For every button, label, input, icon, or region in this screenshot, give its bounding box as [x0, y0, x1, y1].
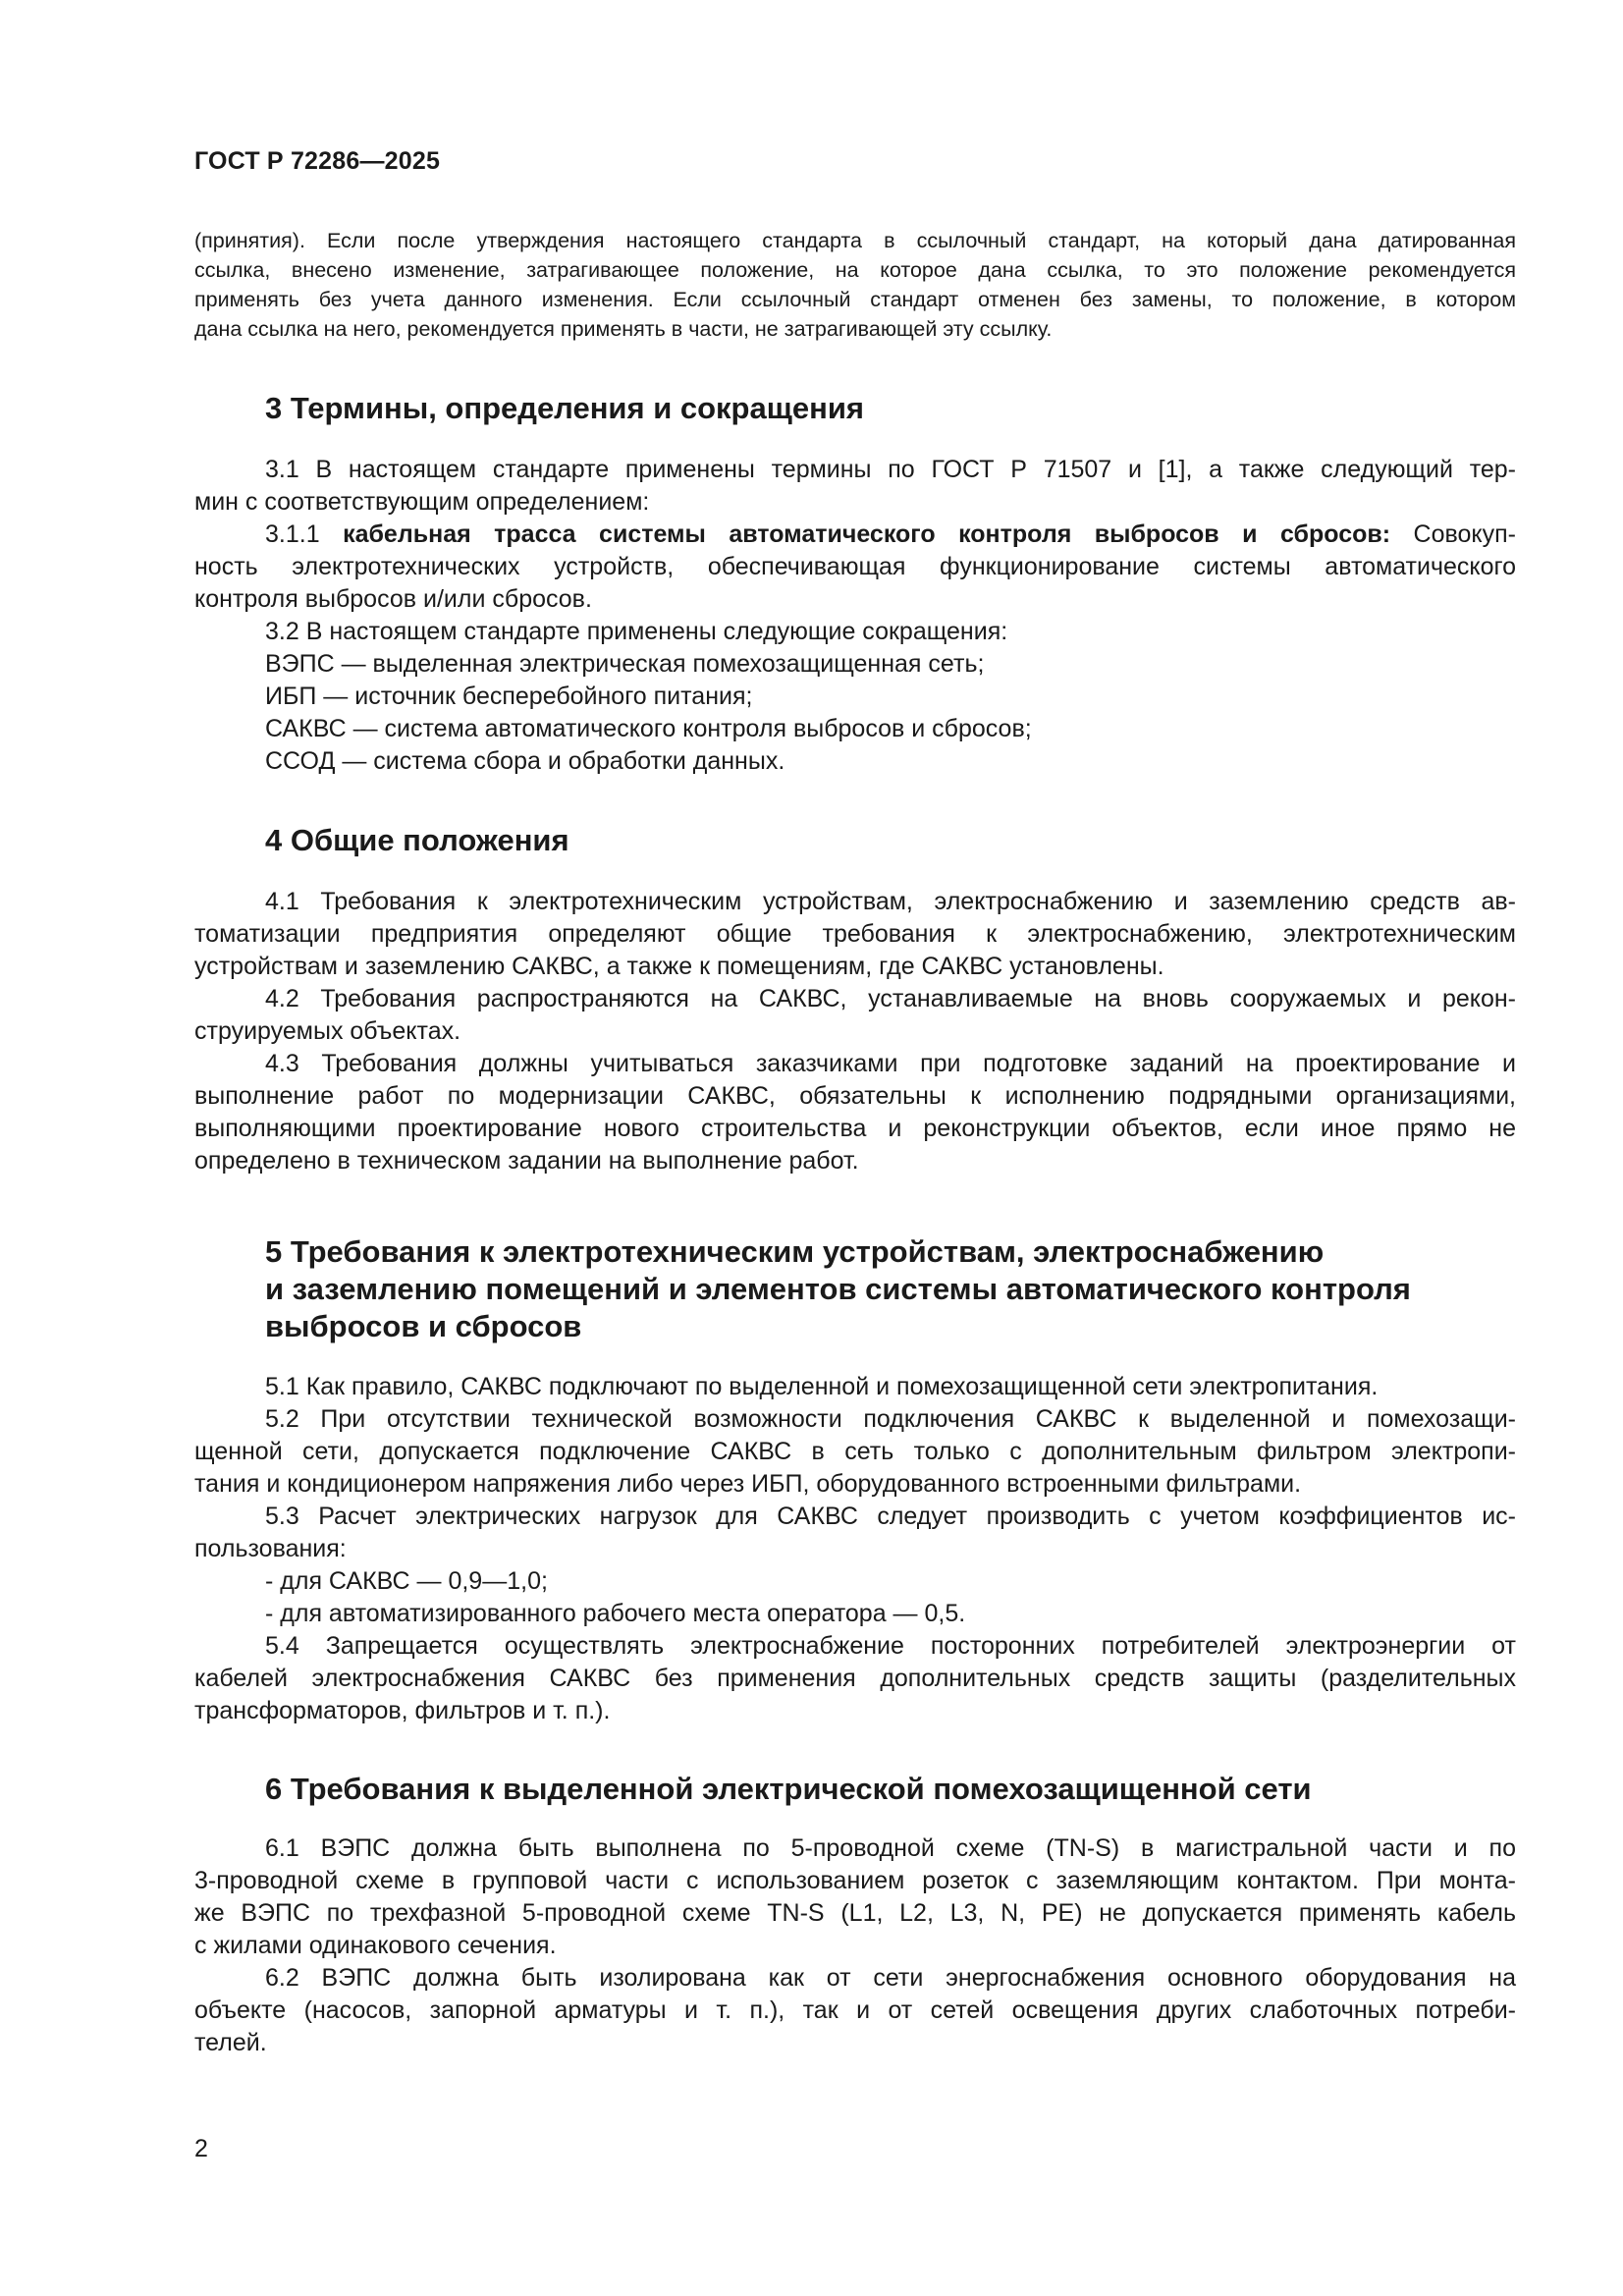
- paragraph-line: мин с соответствующим определением:: [194, 488, 650, 516]
- section-4-title: 4 Общие положения: [265, 823, 569, 857]
- paragraph-line: определено в техническом задании на выполнение работ.: [194, 1147, 859, 1175]
- paragraph-5-2: [194, 1403, 1516, 1501]
- document-page: [194, 0, 1516, 2296]
- paragraph-line: выполнение работ по модернизации САКВС, обязательны к исполнению подрядными организациями,: [194, 1082, 1516, 1110]
- paragraph-line: выполняющими проектирование нового строительства и реконструкции объектов, если иное прямо не: [194, 1115, 1516, 1142]
- section-5-title: [265, 1233, 1411, 1345]
- paragraph-5-1: 5.1 Как правило, САКВС подключают по выделенной и помехозащищенной сети электропитания.: [265, 1373, 1379, 1400]
- paragraph-line: же ВЭПС по трехфазной 5-проводной схеме TN-S (L1, L2, L3, N, PE) не допускается применять кабель: [194, 1899, 1516, 1927]
- abbreviation-item: ССОД — система сбора и обработки данных.: [265, 747, 785, 775]
- intro-line: применять без учета данного изменения. Если ссылочный стандарт отменен без замены, то положение, в котором: [194, 288, 1516, 311]
- paragraph-3-1-1: [194, 519, 1516, 616]
- intro-line: ссылка, внесено изменение, затрагивающее положение, на которое дана ссылка, то это положение рекомендуется: [194, 258, 1516, 282]
- paragraph-line: томатизации предприятия определяют общие требования к электроснабжению, электротехническим: [194, 920, 1516, 948]
- intro-line: дана ссылка на него, рекомендуется применять в части, не затрагивающей эту ссылку.: [194, 317, 1053, 341]
- document-header: ГОСТ Р 72286—2025: [194, 147, 441, 175]
- section-3-title: 3 Термины, определения и сокращения: [265, 391, 864, 425]
- intro-line: (принятия). Если после утверждения настоящего стандарта в ссылочный стандарт, на который дана датированная: [194, 229, 1516, 252]
- paragraph-6-2: [194, 1962, 1516, 2059]
- term-name: кабельная трасса системы автоматического контроля выбросов и сбросов:: [343, 520, 1391, 548]
- paragraph-line: с жилами одинакового сечения.: [194, 1932, 557, 1959]
- paragraph-line: контроля выбросов и/или сбросов.: [194, 585, 592, 613]
- coefficient-list-item: - для САКВС — 0,9—1,0;: [265, 1567, 548, 1595]
- paragraph-6-1: [194, 1832, 1516, 1962]
- term-definition-start: Совокуп-: [1390, 520, 1517, 548]
- paragraph-5-3: [194, 1501, 1516, 1565]
- abbreviation-item: ИБП — источник бесперебойного питания;: [265, 683, 753, 710]
- paragraph-line: 3-проводной схеме в групповой части с использованием розеток с заземляющим контактом. При монта-: [194, 1867, 1516, 1894]
- paragraph-line: объекте (насосов, запорной арматуры и т. п.), так и от сетей освещения других слаботочных потреби-: [194, 1996, 1516, 2024]
- paragraph-line: щенной сети, допускается подключение САКВС в сеть только с дополнительным фильтром электропи-: [194, 1438, 1516, 1465]
- paragraph-line: 4.3 Требования должны учитываться заказчиками при подготовке заданий на проектирование и: [265, 1050, 1516, 1077]
- paragraph-5-4: [194, 1630, 1516, 1727]
- paragraph-line: пользования:: [194, 1535, 347, 1562]
- section-title-line: и заземлению помещений и элементов системы автоматического контроля: [265, 1272, 1411, 1306]
- section-6-title: 6 Требования к выделенной электрической помехозащищенной сети: [265, 1772, 1312, 1806]
- paragraph-3-2: 3.2 В настоящем стандарте применены следующие сокращения:: [265, 618, 1008, 645]
- paragraph-line: 5.2 При отсутствии технической возможности подключения САКВС к выделенной и помехозащи-: [265, 1405, 1516, 1433]
- paragraph-line: [194, 519, 1516, 551]
- paragraph-line: 3.1 В настоящем стандарте применены термины по ГОСТ Р 71507 и [1], а также следующий тер-: [265, 456, 1516, 483]
- paragraph-line: 4.1 Требования к электротехническим устройствам, электроснабжению и заземлению средств ав-: [265, 888, 1516, 915]
- paragraph-line: 5.4 Запрещается осуществлять электроснабжение посторонних потребителей электроэнергии от: [265, 1632, 1516, 1660]
- abbreviation-item: САКВС — система автоматического контроля выбросов и сбросов;: [265, 715, 1032, 742]
- paragraph-4-3: [194, 1048, 1516, 1177]
- intro-paragraph: [194, 226, 1516, 344]
- paragraph-line: кабелей электроснабжения САКВС без применения дополнительных средств защиты (разделительных: [194, 1665, 1516, 1692]
- paragraph-line: телей.: [194, 2029, 267, 2056]
- paragraph-line: 6.2 ВЭПС должна быть изолирована как от сети энергоснабжения основного оборудования на: [265, 1964, 1516, 1992]
- coefficient-list-item: - для автоматизированного рабочего места оператора — 0,5.: [265, 1600, 966, 1627]
- paragraph-line: устройствам и заземлению САКВС, а также к помещениям, где САКВС установлены.: [194, 953, 1164, 980]
- paragraph-line: струируемых объектах.: [194, 1017, 461, 1045]
- paragraph-line: 6.1 ВЭПС должна быть выполнена по 5-проводной схеме (TN-S) в магистральной части и по: [265, 1834, 1516, 1862]
- page-number: 2: [194, 2135, 208, 2162]
- section-title-line: выбросов и сбросов: [265, 1309, 582, 1343]
- paragraph-line: тания и кондиционером напряжения либо через ИБП, оборудованного встроенными фильтрами.: [194, 1470, 1302, 1498]
- paragraph-number: 3.1.1: [265, 520, 344, 548]
- paragraph-line: ность электротехнических устройств, обеспечивающая функционирование системы автоматического: [194, 553, 1516, 580]
- paragraph-3-1: [194, 454, 1516, 519]
- paragraph-4-1: [194, 886, 1516, 983]
- section-title-line: 5 Требования к электротехническим устройствам, электроснабжению: [265, 1234, 1325, 1269]
- paragraph-line: трансформаторов, фильтров и т. п.).: [194, 1697, 611, 1724]
- paragraph-line: 5.3 Расчет электрических нагрузок для САКВС следует производить с учетом коэффициентов ис-: [265, 1503, 1516, 1530]
- paragraph-line: 4.2 Требования распространяются на САКВС, устанавливаемые на вновь сооружаемых и рекон-: [265, 985, 1516, 1012]
- abbreviation-item: ВЭПС — выделенная электрическая помехозащищенная сеть;: [265, 650, 985, 678]
- paragraph-4-2: [194, 983, 1516, 1048]
